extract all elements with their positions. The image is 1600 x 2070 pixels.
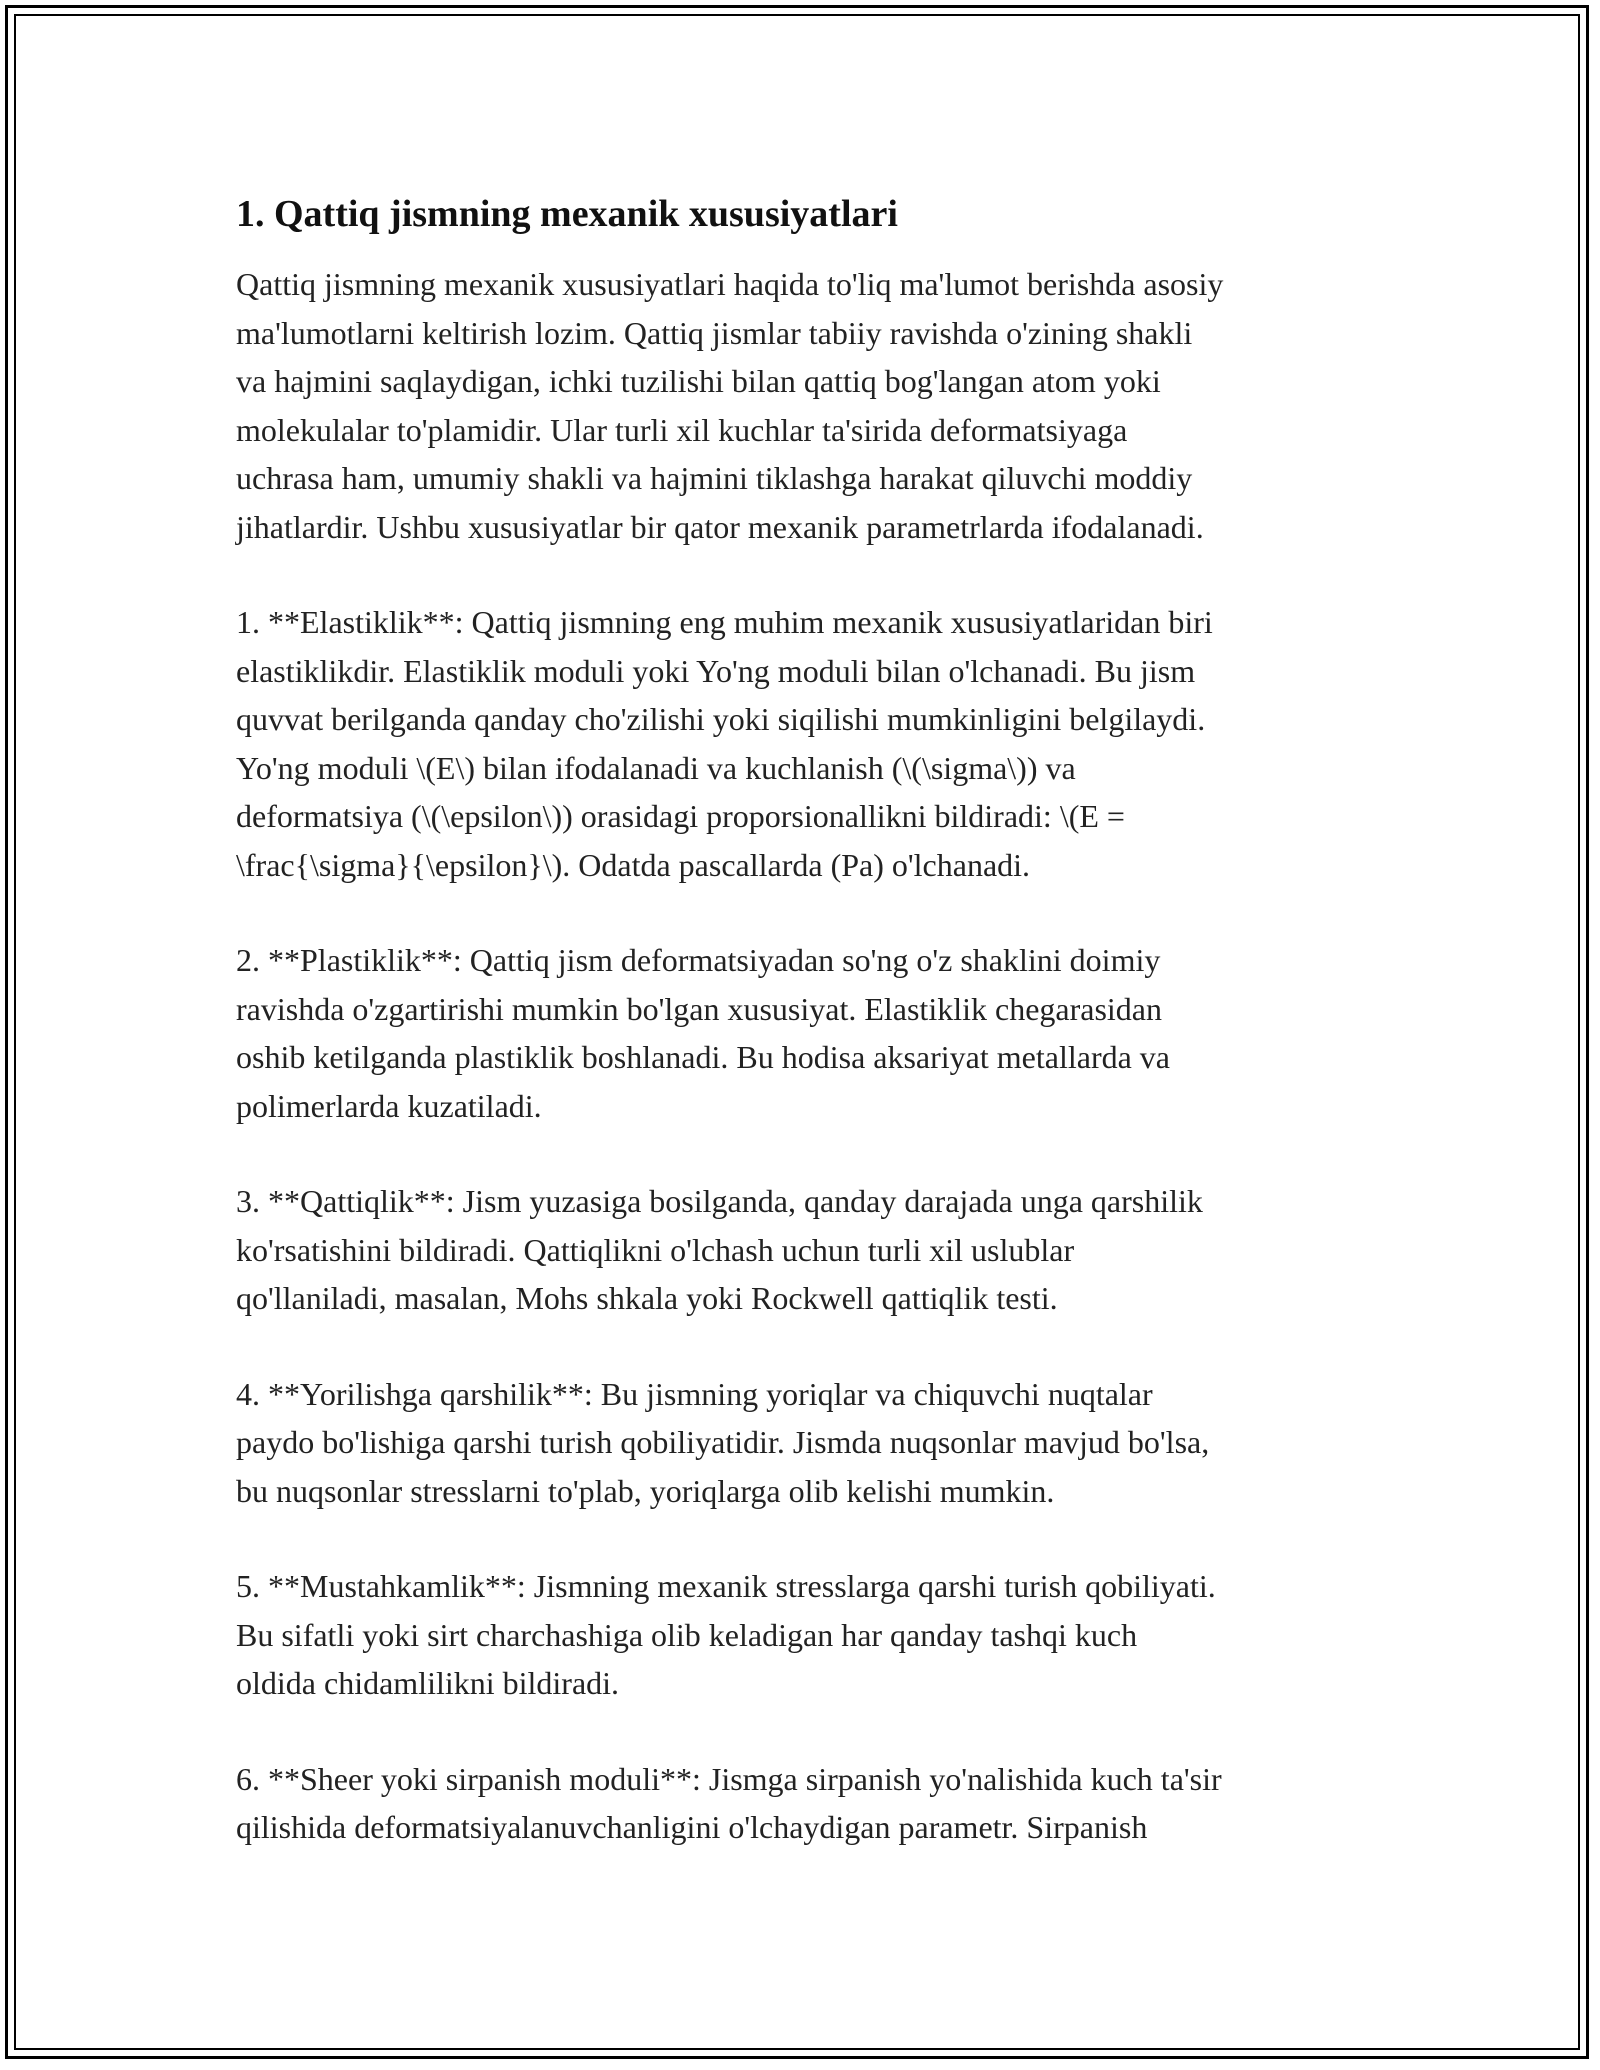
text-line: 5. **Mustahkamlik**: Jismning mexanik stresslarga qarshi turish qobiliyati.: [236, 1568, 1216, 1604]
text-line: 2. **Plastiklik**: Qattiq jism deformatsiyadan so'ng o'z shaklini doimiy: [236, 942, 1161, 978]
text-line: 6. **Sheer yoki sirpanish moduli**: Jismga sirpanish yo'nalishida kuch ta'sir: [236, 1760, 1222, 1797]
paragraph-mustahkamlik: [236, 1562, 1386, 1708]
text-line: qo'llaniladi, masalan, Mohs shkala yoki Rockwell qattiqlik testi.: [236, 1280, 1058, 1316]
text-line: Qattiq jismning mexanik xususiyatlari haqida to'liq ma'lumot berishda asosiy: [236, 266, 1224, 302]
text-line: deformatsiya (\(\epsilon\)) orasidagi proporsionallikni bildiradi: \(E =: [236, 798, 1125, 834]
text-line: bu nuqsonlar stresslarni to'plab, yoriqlarga olib kelishi mumkin.: [236, 1472, 1055, 1509]
text-line: molekulalar to'plamidir. Ular turli xil kuchlar ta'sirida deformatsiyaga: [236, 411, 1128, 448]
text-line: oldida chidamlilikni bildiradi.: [236, 1665, 620, 1701]
paragraph-plastiklik: [236, 936, 1386, 1130]
text-line: paydo bo'lishiga qarshi turish qobiliyatidir. Jismda nuqsonlar mavjud bo'lsa,: [236, 1424, 1210, 1460]
text-line: ma'lumotlarni keltirish lozim. Qattiq jismlar tabiiy ravishda o'zining shakli: [236, 314, 1193, 351]
document-body: [236, 190, 1386, 1899]
paragraph-yorilishga-qarshilik: [236, 1370, 1386, 1516]
text-line: \frac{\sigma}{\epsilon}\). Odatda pascallarda (Pa) o'lchanadi.: [236, 846, 1031, 883]
paragraph-qattiqlik: [236, 1177, 1386, 1323]
text-line: ko'rsatishini bildiradi. Qattiqlikni o'lchash uchun turli xil uslublar: [236, 1231, 1075, 1268]
text-line: Bu sifatli yoki sirt charchashiga olib keladigan har qanday tashqi kuch: [236, 1616, 1138, 1653]
text-line: elastiklikdir. Elastiklik moduli yoki Yo'ng moduli bilan o'lchanadi. Bu jism: [236, 652, 1196, 689]
text-line: Yo'ng moduli \(E\) bilan ifodalanadi va kuchlanish (\(\sigma\)) va: [236, 749, 1076, 786]
text-line: ravishda o'zgartirishi mumkin bo'lgan xususiyat. Elastiklik chegarasidan: [236, 990, 1162, 1027]
text-line: jihatlardir. Ushbu xususiyatlar bir qator mexanik parametrlarda ifodalanadi.: [236, 508, 1204, 545]
text-line: 1. **Elastiklik**: Qattiq jismning eng muhim mexanik xususiyatlaridan biri: [236, 604, 1213, 640]
text-line: va hajmini saqlaydigan, ichki tuzilishi bilan qattiq bog'langan atom yoki: [236, 363, 1161, 399]
text-line: uchrasa ham, umumiy shakli va hajmini tiklashga harakat qiluvchi moddiy: [236, 460, 1193, 496]
text-line: 4. **Yorilishga qarshilik**: Bu jismning yoriqlar va chiquvchi nuqtalar: [236, 1375, 1153, 1412]
paragraph-intro: [236, 260, 1386, 551]
paragraph-elastiklik: [236, 598, 1386, 889]
text-line: polimerlarda kuzatiladi.: [236, 1087, 542, 1124]
document-title: 1. Qattiq jismning mexanik xususiyatlari: [236, 193, 898, 235]
text-line: quvvat berilganda qanday cho'zilishi yoki siqilishi mumkinligini belgilaydi.: [236, 701, 1206, 737]
text-line: qilishida deformatsiyalanuvchanligini o'lchaydigan parametr. Sirpanish: [236, 1809, 1148, 1845]
paragraph-sirpanish-moduli: [236, 1755, 1386, 1852]
text-line: oshib ketilganda plastiklik boshlanadi. Bu hodisa aksariyat metallarda va: [236, 1039, 1170, 1075]
text-line: 3. **Qattiqlik**: Jism yuzasiga bosilganda, qanday darajada unga qarshilik: [236, 1183, 1203, 1219]
